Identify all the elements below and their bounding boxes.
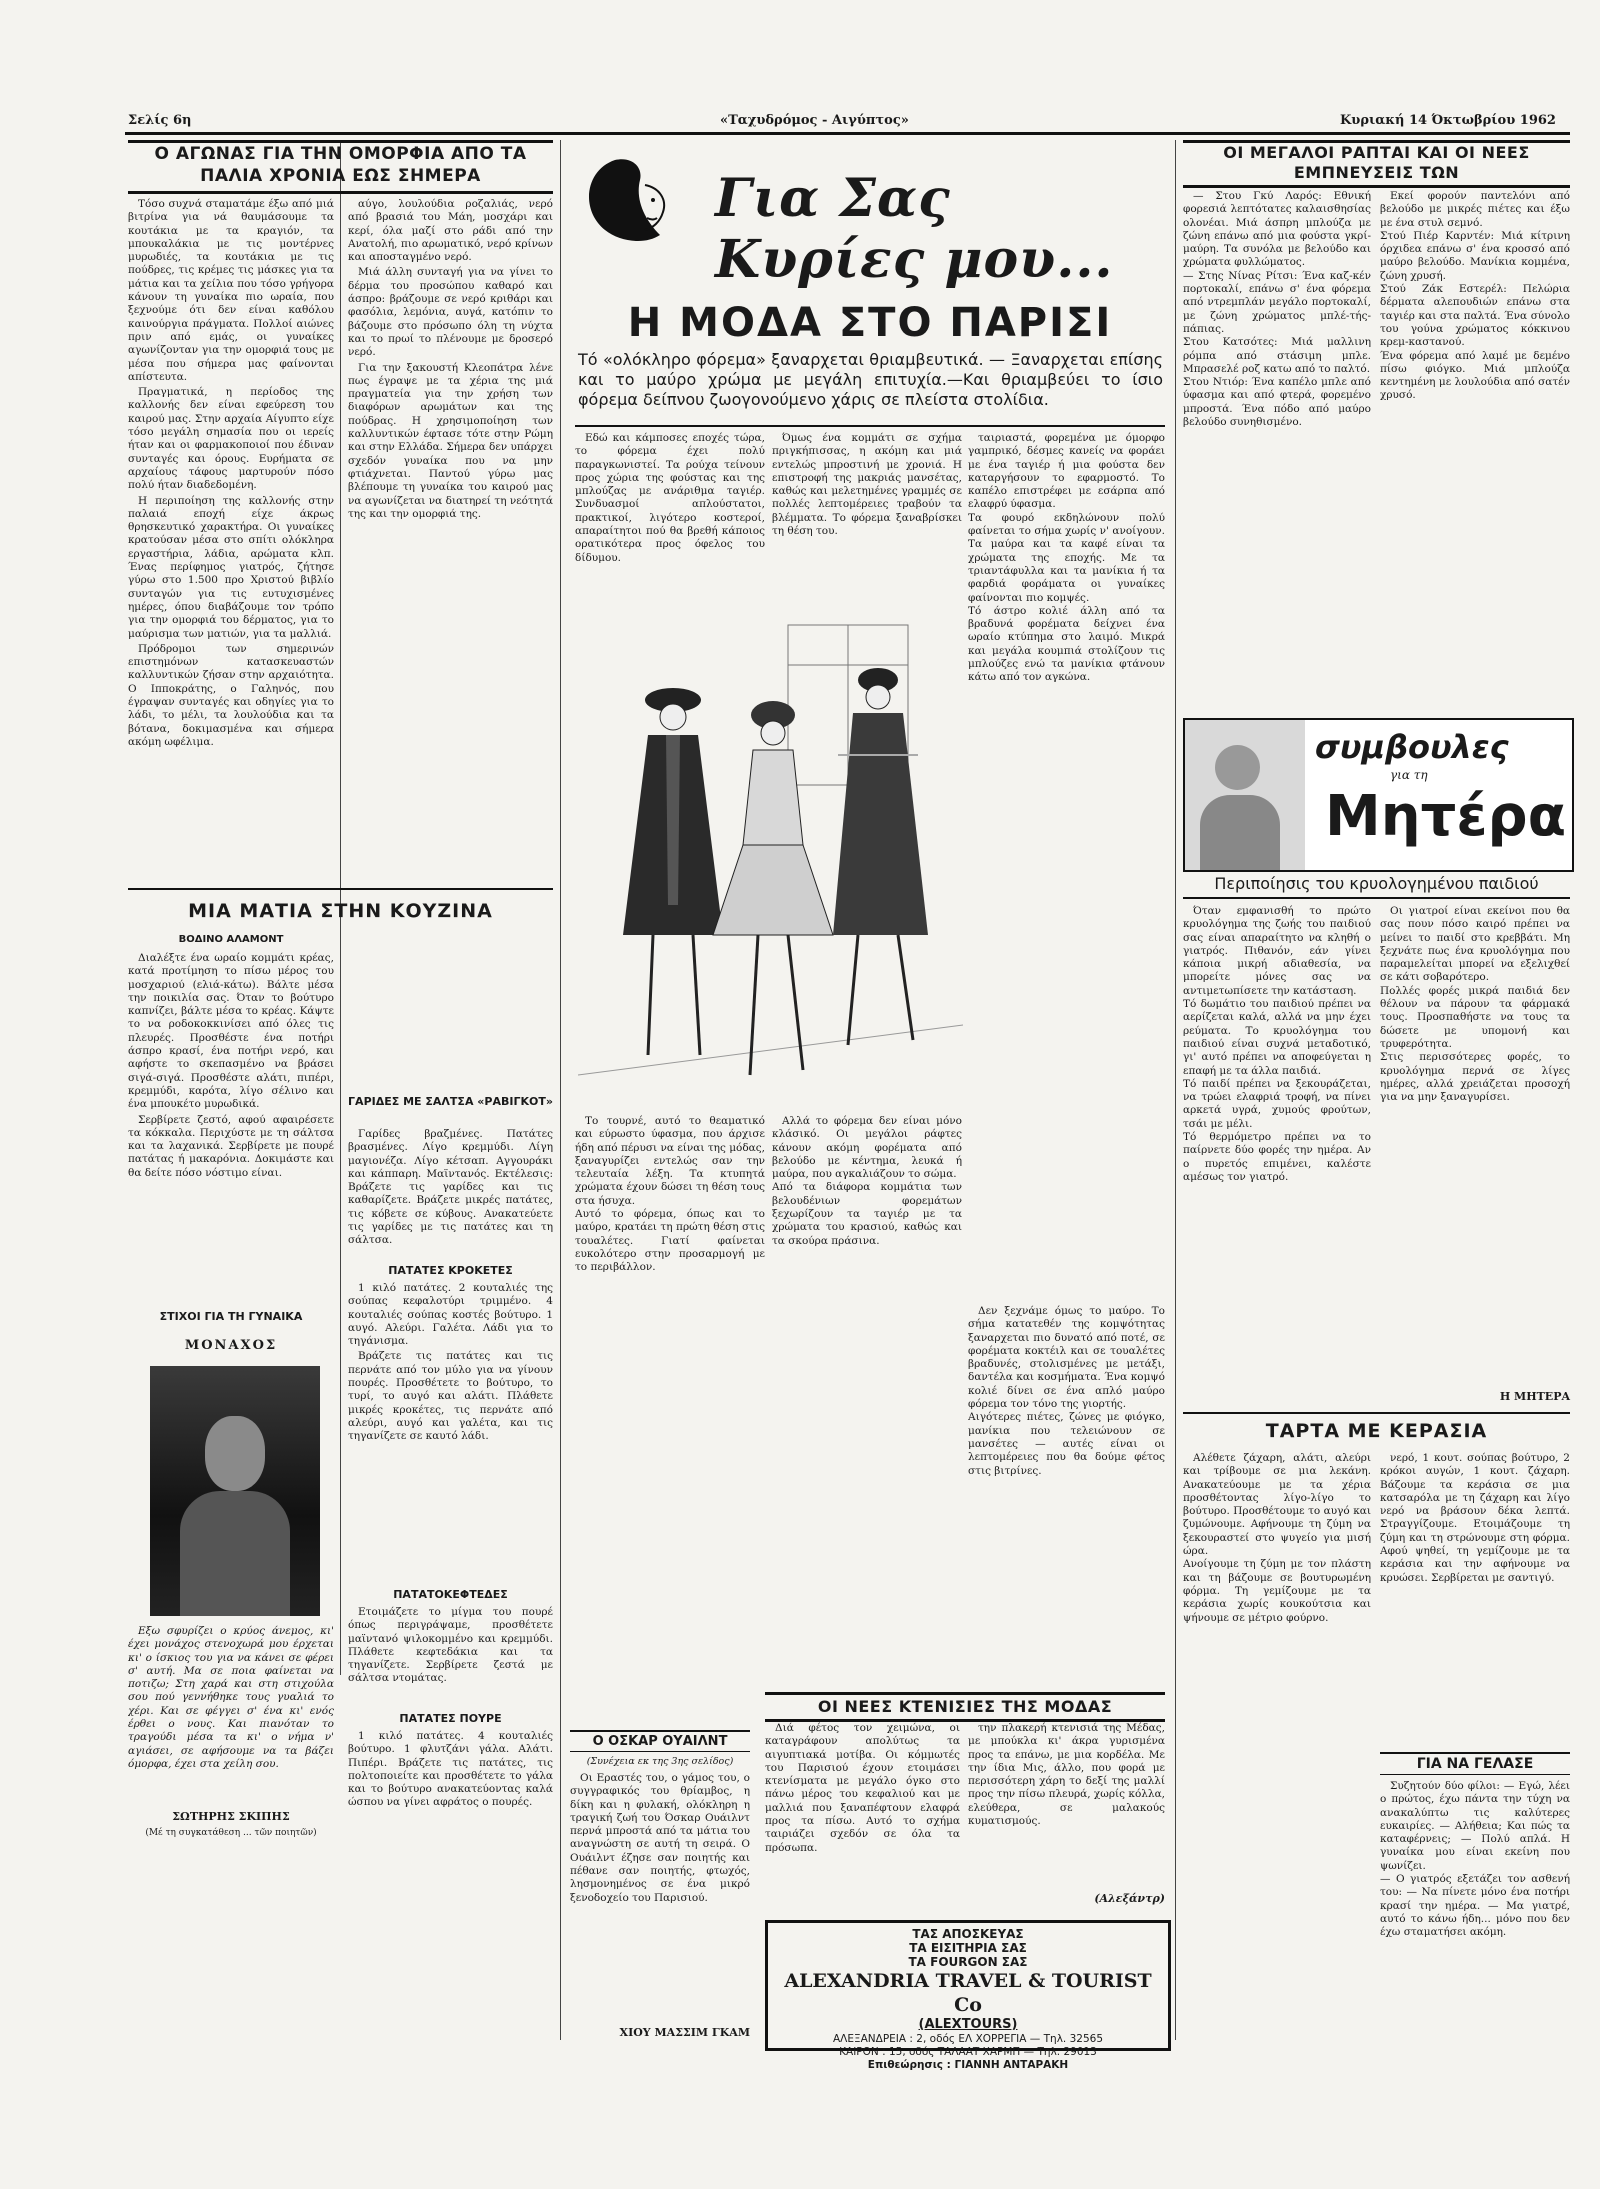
recipe-text [348,1730,553,1850]
recipe-text [348,1282,553,1562]
fashion-logo [575,150,1165,290]
paragraph: Πρόδρομοι των σημερινών επιστημόνων κατασκευαστών καλλυντικών ζήσαν στην αρχαιότητα. Ο Ιπποκράτης, ο Γαληνός, που έγραψαν συνταγές και οδηγίες για το λάδι, το μέλι, τα λουλούδια και τα βότανα, δοκιμασμένα και σήμερα ακόμη ωφέλιμα. [128,642,334,748]
tart-col1 [1183,1452,1371,2042]
newspaper-name: «Ταχυδρόμος - Αιγύπτος» [720,113,909,128]
paragraph: Οι γιατροί είναι εκείνοι που θα σας πουν πόσο καιρό πρέπει να μείνει το παιδί στο κρεββάτι. Μη ξεχνάτε πως ένα κρυολόγημα που παραμελείται μπορεί να εξελιχθεί σε κάτι σοβαρότερο. Πολλές φορές μικρά παιδιά δεν θέλουν να πάρουν τα φάρμακά τους. Προσπαθήστε να τους τα δώσετε με υπομονή και τρυφερότητα. Στις περισσότερες φορές, το κρυολόγημα περνά σε λίγες ημέρες, αλλά χρειάζεται προσοχή για να μην ξαναγυρίσει. [1380,905,1570,1104]
laugh-text [1380,1780,1570,2042]
mother-col2 [1380,905,1570,1385]
portrait-photo [150,1366,320,1616]
poems-heading: ΣΤΙΧΟΙ ΓΙΑ ΤΗ ΓΥΝΑΙΚΑ [159,1310,303,1323]
paragraph: Αλλά το φόρεμα δεν είναι μόνο κλάσικό. Οι μεγάλοι ράφτες κάνουν ακόμη φορέματα από βελούδο με κέντημα, λευκά ή μαύρα, που αγκαλιάζουν το σώμα. Από τα διάφορα κομμάτια των βελουδένιων φορεμάτων ξεχωρίζουν τα ταγιέρ με τα χρώματα του κρασιού, καθώς και τα σκούρα πράσινα. [772,1115,962,1247]
oscar-author: ΧΙΟΥ ΜΑΣΣΙΜ ΓΚΑΜ [619,2026,750,2039]
tart-col2 [1380,1452,1570,1742]
banner-script: συμβουλες [1315,728,1509,766]
paragraph: — Στου Γκύ Λαρός: Εθνική φορεσιά λεπτότατες καλαισθησίας ολονέαι. Μιά άσπρη μπλούζα με ζώνη επάνω από μια φούστα γκρί-μαύρη. Τα συνόλα με βελούδο και χρώματα φυλλώματος. — Στης Νίνας Ρίτσι: Ένα καζ-κέν πορτοκαλί, επάνω σ' ένα φόρεμα από ντρεμπλάν μεγάλο πορτοκαλί, με ζώνη χρώματος μπλέ-τής-πάπιας. Στου Κατσότες: Μιά μαλλινη ρόμπα από στάσιμη μπλε. Μπρασελέ ροζ κατω από το παλτό. Στου Ντιόρ: Ένα καπέλο μπλε από ύφασμα και από φτερά, φορεμένο μπροστά. Ένα πόδο από μαύρο βελούδο συνηθισμένο. [1183,190,1371,429]
kitchen-col1 [128,952,334,1302]
kitchen-headline: ΜΙΑ ΜΑΤΙΑ ΣΤΗΝ ΚΟΥΖΙΝΑ [188,900,493,922]
mother-illustration [1185,720,1305,870]
woman-profile-illustration [575,150,725,265]
fashion-col6 [968,1305,1165,1685]
poem-note: (Μέ τη συγκατάθεση ... τῶν ποιητῶν) [145,1828,317,1838]
paragraph: Σερβίρετε ζεστό, αφού αφαιρέσετε τα κόκκαλα. Περιχύστε με τη σάλτσα και τα λαχανικά. Σερβίρετε με πουρέ πατάτας ή μακαρόνια. Δοκιμάστε και θα δείτε πόσο νόστιμο είναι. [128,1113,334,1179]
portrait-face [205,1416,265,1491]
ad-manager: Επιθεώρησις : ΓΙΑΝΝΗ ΑΝΤΑΡΑΚΗ [867,2059,1069,2071]
paragraph: Δεν ξεχνάμε όμως το μαύρο. Το σήμα κατατεθέν της κομψότητας ξαναρχεται πιο δυνατό από ποτέ, σε φορέματα κοκτέιλ και σε τουαλέτες βραδυνές, στολισμένες με μετάξι, δαντέλα και κοσμήματα. Ένα κομψό κολιέ δίνει σε ένα απλό μαύρο φόρεμα τον τόνο της γιορτής. Αιγότερες πιέτες, ζώνες με φιόγκο, μανίκια που τελειώνουν σε μανσέτες — αυτές είναι οι λεπτομέρειες που θα δούμε φέτος στις βιτρίνες. [968,1305,1165,1477]
recipe-text [348,1606,553,1706]
paragraph: 1 κιλό πατάτες. 2 κουταλιές της σούπας κεφαλοτύρι τριμμένο. 4 κουταλιές σούπας κοστές βούτυρο. 1 αυγό. Αλεύρι. Γαλέτα. Λάδι για το τηγάνισμα. [348,1282,553,1348]
paragraph: Βράζετε τις πατάτες και τις περνάτε από τον μύλο για να γίνουν πουρές. Προσθέτετε το βούτυρο, το τυρί, το αυγό και αλάτι. Πλάθετε μικρές κροκέτες, τις περνάτε από αλεύρι, αυγό και γαλέτα, και τις τηγανίζετε σε καυτό λάδι. [348,1350,553,1443]
paragraph: νερό, 1 κουτ. σούπας βούτυρο, 2 κρόκοι αυγών, 1 κουτ. ζάχαρη. Βάζουμε τα κεράσια σε μια κατσαρόλα με τη ζάχαρη και λίγο νερό να βράσουν δέκα λεπτά. Στραγγίζουμε. Ετοιμάζουμε τη ζύμη και τη στρώνουμε στη φόρμα. Αφού ψηθεί, τη γεμίζουμε με τα κεράσια και την αφήνουμε να κρυώσει. Σερβίρεται με σαντιγύ. [1380,1452,1570,1584]
ad-company: ALEXANDRIA TRAVEL & TOURIST Co [784,1970,1152,2016]
mother-head [1215,745,1260,790]
poem-author: ΣΩΤΗΡΗΣ ΣΚΙΠΗΣ [172,1810,290,1823]
paragraph: Εκεί φορούν παντελόνι από βελούδο με μικρές πιέτες και έξω με ένα στυλ σεμνό. Στού Πιέρ Καρντέν: Μιά κίτρινη όρχιδεα επάνω σ' ένα κροσσό από μαύρο βελούδο. Μανίκια κομμένα, ζώνη χρυσή. Στού Ζάκ Εστερέλ: Πελώρια δέρματα αλεπουδιών επάνω στα ταγιέρ και στα παλτά. Ένα σύνολο του γούνα χρώματος κόκκινου κρεμ-καστανού. Ένα φόρεμα από λαμέ με δεμένο πίσω φιόγκο. Μιά μπλούζα κεντημένη με λουλούδια από σατέν χρυσό. [1380,190,1570,402]
fashion-col3 [968,432,1165,1300]
fashion-illustration [578,605,963,1110]
designers-col1 [1183,190,1371,700]
oscar-headline: Ο ΟΣΚΑΡ ΟΥΑΙΛΝΤ [570,1730,750,1752]
recipe-title: ΠΑΤΑΤΕΣ ΠΟΥΡΕ [399,1712,502,1725]
fashion-col5 [772,1115,962,1715]
hair-col2 [968,1722,1165,1892]
model-figure [833,668,928,1045]
paragraph: Εδώ και κάμποσες εποχές τώρα, το φόρεμα έχει πολύ παραγκωνιστεί. Τα ρούχα τείνουν προς χώρια της φούστας και της μπλούζας με ανάριθμα ταγιέρ. Συνδυασμοί απλούστατοι, πρακτικοί, λιγότερο κοστεροί, απαραίτητοι πού θα βρεθή κάποιος ορατικότερα προς όφελος του δίδυμου. [575,432,765,564]
poem-title: ΜΟΝΑΧΟΣ [184,1338,278,1353]
beauty-article-col1 [128,198,334,940]
beauty-article-col2 [348,198,553,940]
issue-date: Κυριακή 14 Όκτωβρίου 1962 [1340,113,1556,128]
poem-text [128,1625,334,1805]
fashion-col4 [575,1115,765,1715]
beauty-headline: Ο ΑΓΩΝΑΣ ΓΙΑ ΤΗΝ ΟΜΟΡΦΙΑ ΑΠΟ ΤΑ ΠΑΛΙΑ ΧΡΟΝΙΑ ΕΩΣ ΣΗΜΕΡΑ [128,140,553,194]
recipe-title: ΠΑΤΑΤΟΚΕΦΤΕΔΕΣ [393,1588,508,1601]
column-divider [1175,140,1176,2040]
hair-author: (Αλεξάντρ) [1094,1892,1165,1905]
paragraph: Διαλέξτε ένα ωραίο κομμάτι κρέας, κατά προτίμηση το πίσω μέρος του μοσχαριού (ελιά-κάτω). Βάλτε μέσα την ποικιλία σας. Όταν το βούτυρο καπνίζει, βάλτε μέσα το κρέας. Κάψτε το να ροδοκοκκινίσει από όλες τις πλευρές. Προσθέστε ένα ποτήρι άσπρο κρασί, ένα ποτήρι νερό, και αφήστε το σκεπασμένο να βράσει σιγά-σιγά. Προσθέστε αλάτι, πιπέρι, κρεμμύδι, καρότα, λίγο σέλινο και ένα μπουκέτο μυρωδικά. [128,952,334,1111]
mother-body [1200,795,1280,870]
paragraph: Διά φέτος τον χειμώνα, οι καταγράφουν απολύτως τα αιγυπτιακά μοτίβα. Οι κόμμωτές του Παρισιού έχουν ετοιμάσει κτενίσματα με μεγάλο όγκο στο πάνω μέρος του κεφαλιού και με μαλλιά που ξαναπέφτουν ελαφρά προς τα πίσω. Αυτό το σχήμα ταιριάζει σχεδόν σε όλα τα πρόσωπα. [765,1722,960,1854]
fashion-deck: Τό «ολόκληρο φόρεμα» ξαναρχεται θριαμβευτικά. — Ξαναρχεται επίσης και το μαύρο χρώμα με μεγάλη επιτυχία.—Και θριαμβεύει το ίσιο φόρεμα δείπνου ζωογονούμενο χάρις σε πλείστα στολίδια. [578,350,1163,409]
ad-line: ΤΑΣ ΑΠΟΣΚΕΥΑΣ [912,1927,1024,1941]
section-rule [1183,1412,1570,1414]
mother-headline: Περιποίησις του κρυολογημένου παιδιού [1183,874,1570,899]
section-rule [575,425,1165,427]
paragraph: Αλέθετε ζάχαρη, αλάτι, αλεύρι και τρίβουμε σε μια λεκάνη. Ανακατεύουμε με τα χέρια προσθέτοντας λίγο-λίγο το βούτυρο. Προσθέτουμε το αυγό και ζυμώνουμε. Αφήνουμε τη ζύμη να ξεκουραστεί στο ψυγείο για μισή ώρα. Ανοίγουμε τη ζύμη με τον πλάστη και τη βάζουμε σε βουτυρωμένη φόρμα. Τη γεμίζουμε με τα κεράσια χωρίς κουκούτσια και ψήνουμε σε μέτριο φούρνο. [1183,1452,1371,1624]
paragraph: Η περιποίηση της καλλονής στην παλαιά εποχή είχε άκρως θρησκευτικό χαρακτήρα. Οι γυναίκες κρατούσαν μέσα στο σπίτι ολόκληρα εργαστήρια, λάδια, αρώματα κλπ. Ένας περίφημος γιατρός, ζήτησε γύρω στο 1.500 προ Χριστού βιβλίο συνταγών για τις ευτυχισμένες ημέρες, όπου διαβάζουμε τον τρόπο για την ομορφιά του δέρματος, για το μαύρισμα των ματιών, για τα μαλλιά. [128,494,334,640]
fashion-logo-script: Για Σας Κυρίες μου... [715,168,1114,290]
mother-col1 [1183,905,1371,1405]
fashion-col1 [575,432,765,602]
paragraph: 1 κιλό πατάτες. 4 κουταλιές βούτυρο. 1 φλυτζάνι γάλα. Αλάτι. Πιπέρι. Βράζετε τις πατάτες, τις πολτοποιείτε και προσθέτετε το γάλα και το βούτυρο ανακατεύοντας καλά ώσπου να γίνει αφράτος ο πουρές. [348,1730,553,1809]
ad-address-cairo: ΚΑΙΡΟΝ : 15, οδός ΤΑΛΑΑΤ ΧΑΡΜΠ — Τηλ. 29013 [839,2046,1097,2058]
tart-headline: ΤΑΡΤΑ ΜΕ ΚΕΡΑΣΙΑ [1265,1420,1488,1442]
paragraph: Συζητούν δύο φίλοι: — Εγώ, λέει ο πρώτος, έχω πάντα την τύχη να ανακαλύπτω τις καλύτερες ευκαιρίες. — Αλήθεια; Και πώς τα καταφέρνεις; — Πολύ απλά. Η γυναίκα μου είναι εκείνη που ψωνίζει. — Ο γιατρός εξετάζει τον ασθενή του: — Να πίνετε μόνο ένα ποτήρι κρασί την ημέρα. — Μα γιατρέ, αυτό το κάνω ήδη... μόνο που δεν έχω σταματήσει ακόμη. [1380,1780,1570,1939]
model-figure [623,688,723,1055]
recipe-title: ΠΑΤΑΤΕΣ ΚΡΟΚΕΤΕΣ [388,1264,513,1277]
paragraph: Το τουρνέ, αυτό το θεαματικό και εύρωστο ύφασμα, που άρχισε ήδη από πέρυσι να είναι της μόδας, ξαναγυρίζει εντελώς σαν την τελευταία λέξη. Τα κτυπητά χρώματα έχουν δώσει τη θέση τους στα ήσυχα. Αυτό το φόρεμα, όπως και το μαύρο, κρατάει τη πρώτη θέση στις τουαλέτες. Γιατί φαίνεται ευκολότερο στην προσαρμογή με το περιβάλλον. [575,1115,765,1274]
paragraph: Όμως ένα κομμάτι σε σχήμα πριγκήπισσας, η ακόμη και μιά εντελώς μπροστινή με χρονιά. Η επιστροφή της μακριάς μανσέτας, καθώς και μελετημένες γραμμές σε πολλές λεπτομέρειες τραβούν τα βλέμματα. Το φόρεμα ξαναβρίσκει τη θέση του. [772,432,962,538]
kitchen-subhead: ΒΟΔΙΝΟ ΑΛΑΜΟΝΤ [178,934,284,945]
mother-author: Η ΜΗΤΕΡΑ [1499,1390,1570,1403]
paragraph: την πλακερή κτενισιά της Μέδας, με μπούκλα κι' άκρα γυρισμένα προς τα επάνω, με μια κορδέλα. Με την ίδια Μις, άλλο, που φορά με περισσότερη χάρη το δεξί της μαλλί προς την πίσω πλευρά, χωρίς κόλλα, ελεύθερα, σε μαλακούς κυματισμούς. [968,1722,1165,1828]
paragraph: αύγο, λουλούδια ροζαλιάς, νερό από βρασιά του Μάη, μοσχάρι και κερί, όλα μαζί στο ράδι από την Ανατολή, πιο αρωματικό, νερό κρίνων και αποσταγμένο νερό. [348,198,553,264]
paragraph: Όταν εμφανισθή το πρώτο κρυολόγημα της ζωής του παιδιού σας είναι απαραίτητο να κληθή ο γιατρός. Πιθανόν, εάν γίνει κάποια μικρή αδιαθεσία, να μπορείτε μόνες σας να αντιμετωπίσετε την κατάσταση. Τό δωμάτιο του παιδιού πρέπει να αερίζεται καλά, αλλά να μην έχει ρεύματα. Το κρυολόγημα του παιδιού είναι συχνά μεταδοτικό, γι' αυτό πρέπει να αποφεύγεται η επαφή με τα άλλα παιδιά. Τό παιδί πρέπει να ξεκουράζεται, να τρώει ελαφριά τροφή, να πίνει αρκετά υγρά, χυμούς φρούτων, τσάι με μέλι. Τό θερμόμετρο πρέπει να το παίρνετε δύο φορές την ημέρα. Αν ο πυρετός επιμένει, καλέστε αμέσως τον γιατρό. [1183,905,1371,1183]
mother-advice-banner [1183,718,1574,872]
fashion-col2 [772,432,962,602]
page-number: Σελίς 6η [128,113,192,128]
designers-headline: ΟΙ ΜΕΓΑΛΟΙ ΡΑΠΤΑΙ ΚΑΙ ΟΙ ΝΕΕΣ ΕΜΠΝΕΥΣΕΙΣ ΤΩΝ [1183,140,1570,188]
paragraph: Εξω σφυρίζει ο κρύος άνεμος, κι' έχει μονάχος στενοχωρά μου έρχεται κι' ο ίσκιος του για να κάνει σε φέρει σ' αυτή. Μα σε ποια φαίνεται να ποτιζω; Στη χαρά και στη στιχούλα σου πού γεννήθηκε τους γυαλιά το χέρι. Και σε φέγγει σ' ένα κι' ενός έρθει ο νους. Και πιανόταν το τραγούδι μέσα τα κι' ο νήμα ν' αγιάσει, σε αφήσουμε να τα βάζει όμορφα, έχει στα χείλη σου. [128,1625,334,1770]
paragraph: Μιά άλλη συνταγή για να γίνει το δέρμα του προσώπου καθαρό και άσπρο: βράζουμε σε νερό κριθάρι και φασόλια, λεμόνια, αυγά, κατόπιν το βάζουμε στο πρόσωπο όλη τη νύχτα και το πρωί το πλένουμε με δροσερό νερό. [348,266,553,359]
paragraph: Ετοιμάζετε το μίγμα του πουρέ όπως περιγράψαμε, προσθέτετε μαϊντανό ψιλοκομμένο και κρεμμύδι. Πλάθετε κεφτεδάκια και τα τηγανίζετε. Σερβίρετε ζεστά με σάλτσα ντομάτας. [348,1606,553,1685]
banner-big: Μητέρα [1325,784,1567,849]
column-divider [560,140,561,2040]
recipe-title: ΓΑΡΙΔΕΣ ΜΕ ΣΑΛΤΣΑ «ΡΑΒΙΓΚΟΤ» [348,1095,553,1108]
ad-brand: (ALEXTOURS) [918,2017,1018,2032]
hair-col1 [765,1722,960,1907]
model-figure [713,701,833,1075]
fashion-headline: Η ΜΟΔΑ ΣΤΟ ΠΑΡΙΣΙ [627,300,1113,346]
banner-small: για τη [1390,768,1428,782]
travel-advertisement [765,1920,1171,2071]
paragraph: Για την ξακουστή Κλεοπάτρα λένε πως έγραψε με τα χέρια της μιά πραγματεία για την χρήση των διαφόρων αρωμάτων και της πούδρας. Η χρησιμοποίηση των καλλυντικών έφτασε τότε στην Ρώμη και στην Ελλάδα. Σήμερα δεν υπάρχει σχεδόν γυναίκα που να μην φτιάχνεται. Παντού γύρω μας βλέπουμε τη γυναίκα του καιρού μας να αγωνίζεται να διατηρεί τη νεότητά της και την ομορφιά της. [348,361,553,520]
paragraph: Γαρίδες βραζμένες. Πατάτες βρασμένες. Λίγο κρεμμύδι. Λίγη μαγιονέζα. Λίγο κέτσαπ. Αγγουράκι και κάππαρη. Μαϊντανός. Εκτέλεσις: Βράζετε τις γαρίδες και τις καθαρίζετε. Βράζετε μικρές πατάτες, τις κόβετε σε κύβους. Ανακατεύετε τις γαρίδες με τις πατάτες και τη σάλτσα. [348,1128,553,1247]
laugh-headline: ΓΙΑ ΝΑ ΓΕΛΑΣΕ [1380,1752,1570,1775]
section-rule [128,888,553,890]
designers-col2 [1380,190,1570,700]
oscar-text [570,1772,750,2022]
paragraph: ταιριαστά, φορεμένα με όμορφο γαμπρικό, δέσμες κανείς να φοράει με ένα ταγιέρ ή μια φούστα δεν καταργήσουν το εφαρμοστό. Το καπέλο επιστρέφει με εσάρπα από ελαφρύ ύφασμα. Τα φουρό εκδηλώνουν πολύ φαίνεται το σήμα χωρίς ν' ανοίγουν. Τα μαύρα και τα καφέ είναι τα χρώματα της εποχής. Με τα τριαντάφυλλα και τα μανίκια ή τα φαρδιά φοράματα οι γυναίκες φαίνονται πιο κομψές. Τό άστρο κολιέ άλλη από τα βραδυνά φορέματα δείχνει ένα ωραίο κτύπημα στο λαιμό. Μικρά και μεγάλα κουμπιά στολίζουν τις μπλούζες ενώ τα μανίκια φτάνουν κάτω από τον αγκώνα. [968,432,1165,684]
ad-address-alex: ΑΛΕΞΑΝΔΡΕΙΑ : 2, οδός ΕΛ ΧΟΡΡΕΓΙΑ — Τηλ. 32565 [832,2033,1104,2045]
paragraph: Πραγματικά, η περίοδος της καλλονής δεν είναι εφεύρεση του καιρού μας. Στην αρχαία Αίγυπτο είχε τόσο μεγάλη σημασία που οι ιερείς ήταν και οι φαρμακοποιοί που έδιναν συνταγές και όρους. Ευρήματα σε αρχαίους τάφους μαρτυρούν πόσο πολύ ήταν διαδεδομένη. [128,386,334,492]
ad-line: ΤΑ ΕΙΣΙΤΗΡΙΑ ΣΑΣ [909,1941,1027,1955]
oscar-subhead: (Συνέχεια εκ της 3ης σελίδος) [586,1756,734,1767]
header-rule [125,132,1570,135]
portrait-body [180,1491,290,1616]
ad-line: ΤΑ FOURGON ΣΑΣ [908,1955,1028,1969]
paragraph: Οι Εραστές του, ο γάμος του, ο συγγραφικός του θρίαμβος, η δίκη και η φυλακή, ολόκληρη η τραγική ζωή του Όσκαρ Ουάιλντ περνά μπροστά από τα μάτια του αναγνώστη σε αυτή τη σειρά. Ο Ουάιλντ έζησε σαν ποιητής και πέθανε σαν ποιητής, φτωχός, λησμονημένος σε ένα μικρό ξενοδοχείο του Παρισιού. [570,1772,750,1904]
hair-headline: ΟΙ ΝΕΕΣ ΚΤΕΝΙΣΙΕΣ ΤΗΣ ΜΟΔΑΣ [765,1692,1165,1722]
recipe-text [348,1128,553,1258]
paragraph: Τόσο συχνά σταματάμε έξω από μιά βιτρίνα για νά θαυμάσουμε τα κουτάκια με τα κραγιόν, τα μπουκαλάκια με τις μοντέρνες μυρωδιές, τα κουτάκια με τις πούδρες, τις κρέμες τις μάσκες για τα μάτια και τα χείλια που τόσο γρήγορα κάνουν τη γυναίκα πιο ωραία, που ξεχνούμε ότι δεν είναι καθόλου καινούργια πράγματα. Πολλοί αιώνες πριν από εμάς, οι γυναίκες αγωνίζονταν για την ομορφιά τους με μέσα που σήμερα μας φαίνονται απίστευτα. [128,198,334,383]
